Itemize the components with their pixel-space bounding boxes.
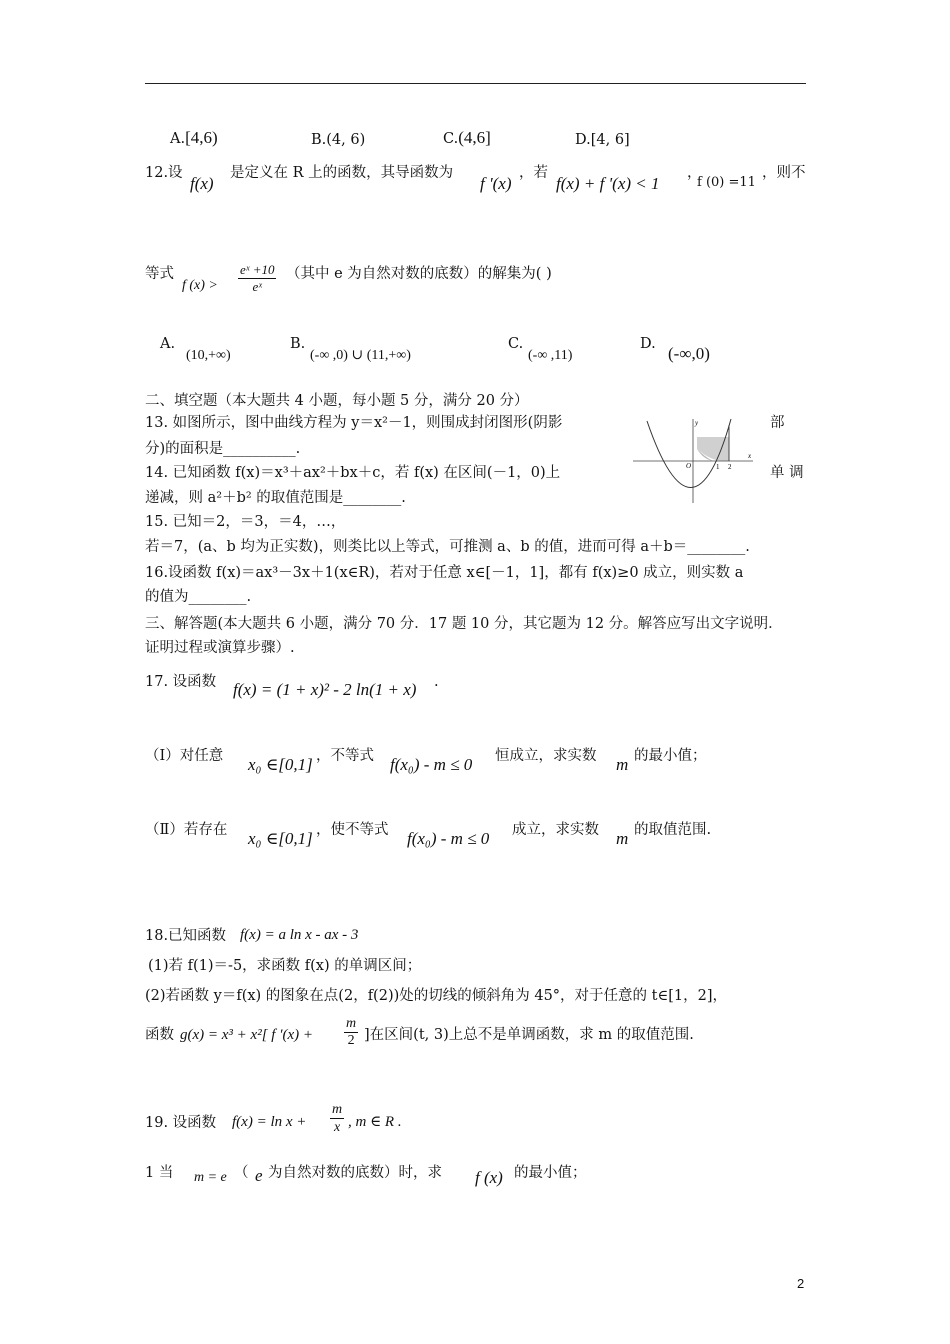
q18-fraction-den: 2 (347, 1033, 355, 1048)
graph-label-1: 1 (716, 463, 720, 471)
q19-rhs: , m ∈ R . (348, 1114, 402, 1130)
q19-part1-f: f (x) (475, 1168, 503, 1187)
q18-part1: (1)若 f(1)＝-5，求函数 f(x) 的单调区间； (148, 958, 422, 974)
section2-heading: 二、填空题（本大题共 4 小题，每小题 5 分，满分 20 分） (145, 393, 529, 409)
q17-part2-c: 成立，求实数 (512, 822, 599, 838)
q18-part3-math: g(x) = x³ + x²[ f ′(x) + (180, 1027, 314, 1043)
q12-option-a-label: A. (160, 336, 176, 352)
section3-heading-1: 三、解答题(本大题共 6 小题，满分 70 分．17 题 10 分，其它题为 12 分。解答应写出文字说明． (145, 616, 783, 632)
q12-fraction (238, 262, 276, 295)
q11-option-b: B.(4, 6) (311, 132, 366, 148)
q12-text-5: ，则不 (762, 165, 806, 181)
page-number: 2 (797, 1276, 805, 1291)
q12-option-d-label: D. (640, 336, 656, 352)
graph-label-x: x (748, 452, 752, 460)
q17-part2-b: ，使不等式 (316, 822, 389, 838)
q16-line-1: 16.设函数 f(x)＝ax³－3x＋1(x∈R)，若对于任意 x∈[－1，1]，都有 f(x)≥0 成立，则实数 a (145, 565, 744, 581)
q19-part1-b: （ (234, 1165, 249, 1181)
q12-fraction-den: eˣ (252, 279, 262, 294)
q18-function: f(x) = a ln x - ax - 3 (240, 927, 359, 943)
q12-text-3: ，若 (519, 165, 548, 181)
q19-fraction (330, 1101, 344, 1136)
q14-line-1: 14. 已知函数 f(x)＝x³＋ax²＋bx＋c，若 f(x) 在区间(－1，0)上 (145, 465, 561, 481)
graph-label-origin: O (686, 462, 692, 470)
q11-option-d: D.[4, 6] (575, 132, 630, 148)
q19-part1-m: m = e (194, 1170, 227, 1185)
q12-option-c: (-∞ ,11) (528, 348, 573, 363)
q17-text-1: 17. 设函数 (145, 674, 217, 690)
q15-line-2: 若＝7，(a、b 均为正实数)，则类比以上等式，可推测 a、b 的值，进而可得 a＋b＝________. (145, 539, 750, 555)
q17-part1-m1: x₀ ∈[0,1] (248, 755, 313, 774)
q17-dot: . (434, 674, 439, 690)
q14-tail: 单 调 (770, 465, 804, 481)
q19-lhs: f(x) = ln x + (232, 1114, 307, 1130)
q18-part3-fraction (344, 1016, 358, 1049)
graph-label-2: 2 (728, 463, 732, 471)
q19-text-1: 19. 设函数 (145, 1115, 217, 1131)
q13-line-2: 分)的面积是__________. (145, 441, 301, 457)
graph-label-y: y (695, 419, 699, 427)
q17-part2-a: （Ⅱ）若存在 (145, 822, 228, 838)
q12-text-2: 是定义在 R 上的函数，其导函数为 (230, 165, 454, 181)
q11-option-c: C.(4,6] (443, 128, 491, 147)
q16-line-2: 的值为________. (145, 589, 252, 605)
q17-part1-b: ，不等式 (316, 748, 374, 764)
q12-fraction-num: eˣ +10 (240, 262, 275, 277)
q19-fraction-den: x (333, 1120, 341, 1135)
q17-part1-m2: f(x₀) - m ≤ 0 (390, 755, 473, 774)
q17-part1-c: 恒成立，求实数 (495, 748, 597, 764)
q12-option-d: (-∞,0) (668, 344, 710, 363)
q12-fx: f(x) (190, 174, 214, 193)
q12-lhs: f (x) > (182, 278, 218, 293)
q12-text-1: 12.设 (145, 165, 183, 181)
parabola-figure (633, 415, 763, 505)
q17-part2-m3: m (616, 829, 629, 848)
q17-part2-d: 的取值范围. (634, 822, 712, 838)
header-rule (145, 83, 806, 84)
q18-part3-b: ]在区间(t, 3)上总不是单调函数，求 m 的取值范围. (364, 1027, 694, 1043)
q18-part2: (2)若函数 y＝f(x) 的图象在点(2，f(2))处的切线的倾斜角为 45°，对于任意的 t∈[1，2]， (145, 988, 727, 1004)
q18-text-1: 18.已知函数 (145, 928, 227, 944)
q19-part1-c: 为自然对数的底数）时，求 (268, 1165, 442, 1181)
q12-option-b: (-∞ ,0) ∪ (11,+∞) (310, 348, 411, 363)
q12-inequality: f(x) + f '(x) < 1 (556, 174, 660, 193)
q19-part1-a: 1 当 (145, 1165, 174, 1181)
q18-part3-a: 函数 (145, 1027, 174, 1043)
q19-fraction-num: m (332, 1102, 343, 1117)
q15-line-1: 15. 已知＝2，＝3，＝4，…， (145, 514, 346, 530)
q12-text-6: 等式 (145, 266, 174, 282)
q12-text-4: ， (687, 165, 702, 181)
q19-part1-e: e (255, 1166, 263, 1185)
q12-fprime: f '(x) (480, 174, 512, 193)
q12-option-a: (10,+∞) (186, 348, 231, 363)
section3-heading-2: 证明过程或演算步骤）. (145, 640, 295, 656)
q12-option-b-label: B. (290, 336, 306, 352)
q18-fraction-num: m (346, 1016, 357, 1031)
q12-option-c-label: C. (508, 336, 524, 352)
q17-part1-a: （Ⅰ）对任意 (145, 748, 224, 764)
q19-part1-d: 的最小值； (514, 1165, 587, 1181)
q17-part2-m2: f(x₀) - m ≤ 0 (407, 829, 490, 848)
q17-function: f(x) = (1 + x)² - 2 ln(1 + x) (233, 680, 417, 699)
q11-option-a: A.[4,6) (170, 128, 218, 147)
q13-tail: 部 (770, 415, 785, 431)
q17-part2-m1: x₀ ∈[0,1] (248, 829, 313, 848)
q14-line-2: 递减，则 a²＋b² 的取值范围是________. (145, 490, 406, 506)
q13-line-1: 13. 如图所示，图中曲线方程为 y＝x²－1，则围成封闭图形(阴影 (145, 415, 563, 431)
q17-part1-m3: m (616, 755, 629, 774)
shaded-region-right (697, 425, 729, 461)
q12-f0: f (0) =11 (697, 175, 756, 190)
q17-part1-d: 的最小值； (634, 748, 707, 764)
q12-text-7: （其中 e 为自然对数的底数）的解集为( ) (286, 266, 552, 282)
